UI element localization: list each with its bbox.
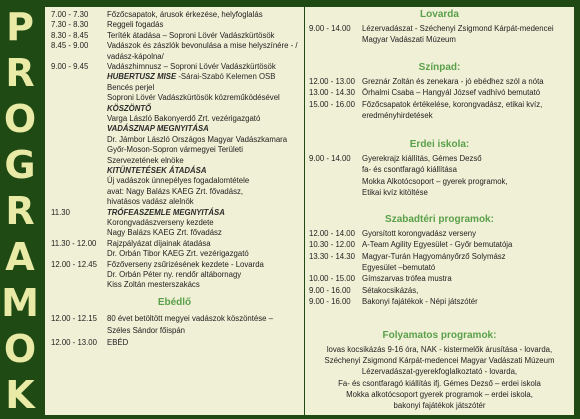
program-item: Dr. Orbán Tibor KAEG Zrt. vezérigazgató <box>107 249 249 259</box>
program-item: Teríték átadása – Soproni Lövér Vadászkürtösök <box>107 30 275 40</box>
program-item: Főzőverseny zsűrizésének kezdete - Lovarda <box>107 259 264 269</box>
program-item: Sétakocsikázás, <box>362 285 419 295</box>
time-label: 13.30 - 14.30 <box>309 251 355 261</box>
program-heading: KÖSZÖNTŐ <box>107 103 152 113</box>
time-label: 12.00 - 13.00 <box>309 77 355 86</box>
time-label: 9.00 - 14.00 <box>309 24 351 33</box>
program-item: Széles Sándor főispán <box>107 325 186 335</box>
program-item: 80 évet betöltött megyei vadászok köszöntése – <box>107 313 273 323</box>
program-item: Vadászhimnusz – Soproni Lövér Vadászkürtösök <box>107 62 276 71</box>
program-item: fa- és csontfaragó kiállítása <box>362 165 457 175</box>
program-item: Dr. Jámbor László Országos Magyar Vadászkamara <box>107 134 288 144</box>
program-item: Varga László Bakonyerdő Zrt. vezérigazgató <box>107 114 261 123</box>
program-item: Gyerekrajz kiállítás, Gémes Dezső <box>362 154 482 163</box>
program-item: vadász-kápolna/ <box>107 51 164 61</box>
program-item: Rajzpályázat díjainak átadása <box>107 238 211 248</box>
time-label: 11.30 <box>51 207 70 217</box>
program-item: Greznár Zoltán és zenekara - jó ebédhez szól a nóta <box>362 77 544 86</box>
program-item: Széchenyi Zsigmond Kárpát-medencei Magyar Vadászati Múzeum <box>324 356 555 366</box>
program-heading: VADÁSZNAP MEGNYITÁSA <box>107 124 209 134</box>
program-item: Magyar-Turán Hagyományőrző Solymász <box>362 251 506 261</box>
program-item: avat: Nagy Balázs KAEG Zrt. fővadász, <box>107 186 244 196</box>
program-item: Bencés perjel <box>107 82 155 92</box>
program-item: Vadászok és zászlók bevonulása a mise helyszínére - / <box>107 41 298 51</box>
vertical-title <box>0 0 40 419</box>
program-item: Gímszarvas trófea mustra <box>362 274 452 284</box>
time-label: 8.45 - 9.00 <box>51 41 89 51</box>
program-item: bakonyi fajátékok játszótér <box>393 401 486 410</box>
time-label: 12.00 - 13.00 <box>51 337 97 347</box>
program-item: Győr-Moson-Sopron vármegyei Területi <box>107 145 243 155</box>
left-schedule-panel <box>45 7 304 415</box>
program-item: Mokka Alkotócsoport – gyerek programok, <box>362 176 508 186</box>
program-item: EBÉD <box>107 337 129 347</box>
time-label: 7.00 - 7.30 <box>51 10 89 19</box>
title-letter: R <box>5 51 35 95</box>
program-item: Nagy Balázs KAEG Zrt. fővadász <box>107 228 222 238</box>
program-item: Gyorsított korongvadász verseny <box>362 229 476 238</box>
program-item: Kiss Zoltán mesterszakács <box>107 280 200 290</box>
program-item: hivatásos vadász alelnök <box>107 197 194 207</box>
program-item: Főzőcsapatok, árusok érkezése, helyfoglalás <box>107 10 263 19</box>
program-item: Mokka alkotócsoport gyerek programok – erdei iskola, <box>346 389 533 399</box>
title-letter: M <box>1 281 39 325</box>
program-item: Fa- és csontfaragó kiállítás ifj. Gémes Dezső – erdei iskola <box>338 378 541 388</box>
time-label: 10.00 - 15.00 <box>309 274 355 284</box>
program-item: Új vadászok ünnepélyes fogadalomtétele <box>107 176 250 186</box>
title-letter: O <box>3 327 37 371</box>
time-label: 15.00 - 16.00 <box>309 99 355 109</box>
program-item: Magyar Vadászati Múzeum <box>362 35 456 45</box>
section-heading: Folyamatos programok: <box>382 330 497 341</box>
section-heading: Szabadtéri programok: <box>385 214 494 225</box>
program-item: Soproni Lövér Vadászkürtösök közreműködésével <box>107 93 280 103</box>
time-label: 12.00 - 12.15 <box>51 313 97 323</box>
title-letter: R <box>5 189 35 233</box>
program-item: Főzőcsapatok értékelése, korongvadász, etikai kvíz, <box>362 99 543 109</box>
program-item: Korongvadászverseny kezdete <box>107 218 214 227</box>
program-item: eredményhirdetések <box>362 110 433 120</box>
title-letter: O <box>3 97 37 141</box>
time-label: 7.30 - 8.30 <box>51 20 89 30</box>
program-item: Etikai kvíz kitöltése <box>362 187 428 197</box>
program-item: Szervezetének elnöke <box>107 155 184 165</box>
program-item: Lézervadászat - Széchenyi Zsigmond Kárpát-medencei <box>362 24 554 33</box>
section-heading: Színpad: <box>418 62 461 73</box>
time-label: 9.00 - 9.45 <box>51 62 89 71</box>
section-heading: Lovarda <box>420 9 459 20</box>
time-label: 8.30 - 8.45 <box>51 30 89 40</box>
program-item: Örhalmi Csaba – Hangyál József vadhívó bemutató <box>362 88 541 98</box>
program-item: A-Team Agility Egyesület - Győr bemutatója <box>362 240 513 250</box>
time-label: 9.00 - 16.00 <box>309 296 351 306</box>
time-label: 10.30 - 12.00 <box>309 240 355 250</box>
title-letter: P <box>6 5 34 49</box>
program-item: Bakonyi fajátékok - Népi játszótér <box>362 296 478 306</box>
program-item: Egyesület –bemutató <box>362 262 436 272</box>
title-letter: G <box>4 143 36 187</box>
time-label: 12.00 - 12.45 <box>51 259 97 269</box>
program-item-extra: -Sárai-Szabó Kelemen OSB <box>176 72 276 82</box>
section-heading: Ebédlő <box>157 296 192 308</box>
time-label: 11.30 - 12.00 <box>51 238 97 248</box>
time-label: 13.00 - 14.30 <box>309 88 355 98</box>
title-letter: A <box>5 235 35 279</box>
program-item: lovas kocsikázás 9-16 óra, NAK - kistermelők árusítása - lovarda, <box>326 345 553 354</box>
title-letter: K <box>5 373 35 417</box>
program-heading: TRÓFEASZEMLE MEGNYITÁSA <box>107 207 225 217</box>
program-item: Dr. Orbán Péter ny. rendőr altábornagy <box>107 270 242 279</box>
time-label: 12.00 - 14.00 <box>309 229 355 238</box>
right-schedule-panel <box>305 7 574 415</box>
program-item: Reggeli fogadás <box>107 20 164 30</box>
program-heading: HUBERTUSZ MISE -Sárai-Szabó Kelemen OSB <box>107 72 276 82</box>
time-label: 9.00 - 14.00 <box>309 154 351 163</box>
time-label: 9.00 - 16.00 <box>309 285 351 295</box>
program-item: Lézervadászat-gyerekfoglalkoztató - lovarda, <box>361 367 518 377</box>
section-heading: Erdei iskola: <box>409 139 470 150</box>
program-heading: KITÜNTETÉSEK ÁTADÁSA <box>107 166 207 175</box>
